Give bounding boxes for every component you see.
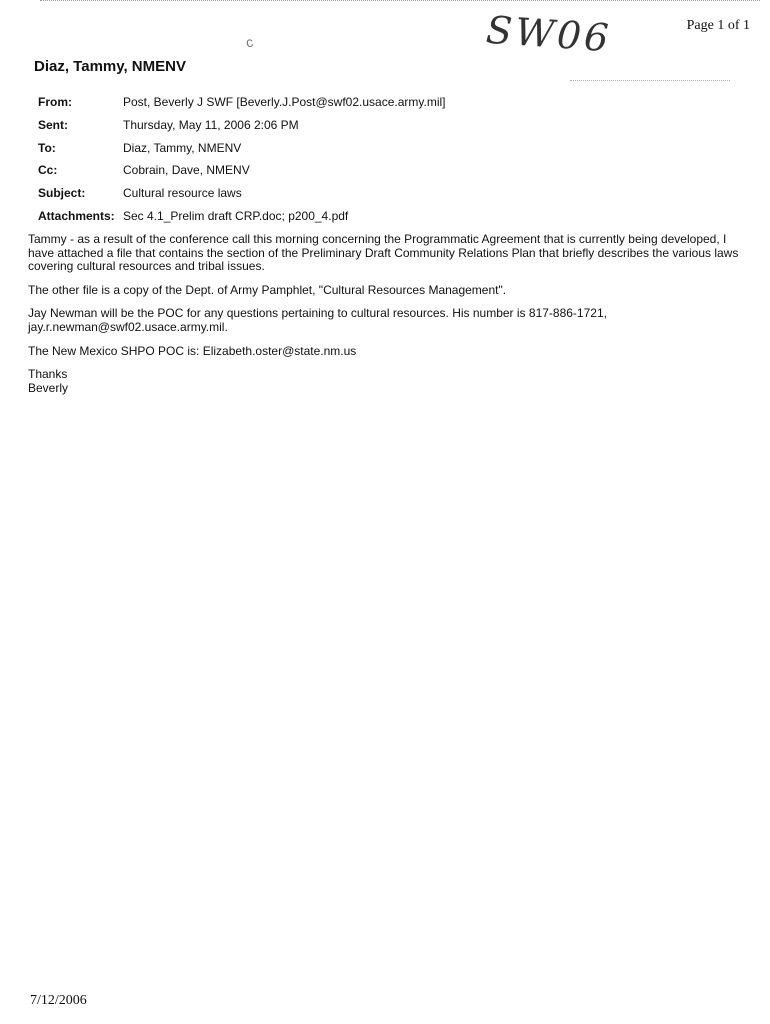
to-value: Diaz, Tammy, NMENV bbox=[123, 140, 242, 155]
header-divider bbox=[570, 80, 730, 81]
signature-name: Beverly bbox=[28, 380, 69, 395]
sent-value: Thursday, May 11, 2006 2:06 PM bbox=[123, 118, 299, 133]
subject-row bbox=[38, 182, 445, 205]
subject-label: Subject: bbox=[38, 186, 86, 201]
print-date: 7/12/2006 bbox=[30, 993, 87, 1008]
handwritten-annotation: SW06 bbox=[484, 7, 613, 61]
scan-mark: c bbox=[244, 33, 255, 51]
body-paragraph-1: Tammy - as a result of the conference call this morning concerning the Programmatic Agreement that is currently being developed, I have attached a file that contains the section of the Preliminary Draft Community Relations Plan that briefly describes the various laws covering cultural resources and tribal issues. bbox=[28, 232, 739, 274]
to-row bbox=[38, 136, 445, 159]
cc-row bbox=[38, 159, 445, 182]
attachments-value: Sec 4.1_Prelim draft CRP.doc; p200_4.pdf bbox=[123, 208, 349, 223]
body-paragraph-3: Jay Newman will be the POC for any questions pertaining to cultural resources. His number is 817-886-1721, jay.r.newman@swf02.usace.army.mil. bbox=[28, 306, 607, 334]
sent-label: Sent: bbox=[38, 118, 68, 133]
sent-row bbox=[38, 114, 445, 137]
email-body bbox=[28, 233, 754, 395]
from-row bbox=[38, 91, 445, 114]
body-paragraph-2: The other file is a copy of the Dept. of Army Pamphlet, "Cultural Resources Management". bbox=[28, 282, 507, 297]
body-paragraph-4: The New Mexico SHPO POC is: Elizabeth.oster@state.nm.us bbox=[28, 343, 357, 358]
from-label: From: bbox=[38, 95, 72, 110]
email-header bbox=[38, 91, 445, 227]
subject-value: Cultural resource laws bbox=[123, 186, 242, 201]
closing-text: Thanks bbox=[28, 367, 68, 382]
to-label: To: bbox=[38, 140, 56, 155]
mailbox-owner-name: Diaz, Tammy, NMENV bbox=[34, 58, 186, 75]
page-number: Page 1 of 1 bbox=[686, 18, 750, 33]
cc-label: Cc: bbox=[38, 163, 58, 178]
attachments-row bbox=[38, 204, 445, 227]
cc-value: Cobrain, Dave, NMENV bbox=[123, 163, 250, 178]
from-value: Post, Beverly J SWF [Beverly.J.Post@swf02.usace.army.mil] bbox=[123, 95, 446, 110]
scan-artifact-line bbox=[40, 0, 760, 5]
attachments-label: Attachments: bbox=[38, 208, 115, 223]
